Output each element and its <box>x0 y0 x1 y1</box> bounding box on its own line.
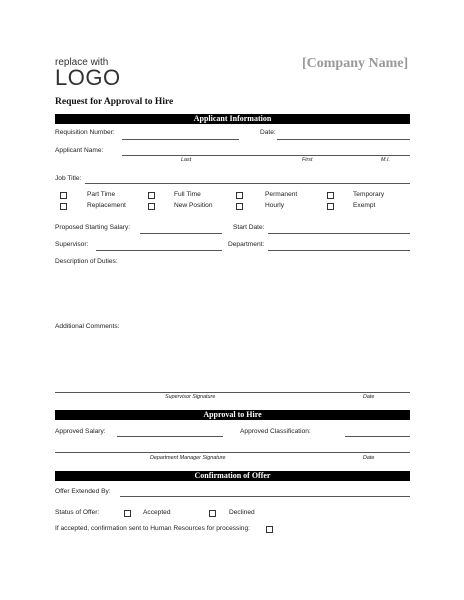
applicant-name-field[interactable] <box>122 155 410 156</box>
logo: LOGO <box>55 65 121 90</box>
hr-confirmation-label: If accepted, confirmation sent to Human Resources for processing: <box>55 525 250 532</box>
manager-signature-line[interactable] <box>55 452 410 453</box>
offer-extended-field[interactable] <box>120 496 410 497</box>
logo-caption: replace with <box>55 57 109 68</box>
salary-field[interactable] <box>140 233 222 234</box>
full-time-label: Full Time <box>174 191 201 198</box>
manager-date-caption: Date <box>363 455 375 461</box>
temporary-label: Temporary <box>353 191 385 198</box>
name-mi-caption: M.I. <box>381 157 390 163</box>
duties-label: Description of Duties: <box>55 258 118 265</box>
exempt-checkbox[interactable] <box>327 203 334 210</box>
job-title-label: Job Title: <box>55 175 82 182</box>
declined-checkbox[interactable] <box>209 510 216 517</box>
supervisor-signature-caption: Supervisor Signature <box>165 394 216 400</box>
accepted-checkbox[interactable] <box>124 510 131 517</box>
permanent-checkbox[interactable] <box>236 192 243 199</box>
hr-confirmation-checkbox[interactable] <box>266 526 273 533</box>
approved-classification-field[interactable] <box>345 436 410 437</box>
requisition-field[interactable] <box>122 139 239 140</box>
start-date-field[interactable] <box>268 233 410 234</box>
declined-label: Declined <box>229 509 255 516</box>
full-time-checkbox[interactable] <box>148 192 155 199</box>
manager-signature-caption: Department Manager Signature <box>150 455 226 461</box>
section-header-approval: Approval to Hire <box>55 410 410 420</box>
department-field[interactable] <box>268 250 410 251</box>
form-title: Request for Approval to Hire <box>55 97 174 107</box>
applicant-name-label: Applicant Name: <box>55 147 104 154</box>
permanent-label: Permanent <box>265 191 298 198</box>
job-title-field[interactable] <box>85 183 410 184</box>
part-time-label: Part Time <box>87 191 116 198</box>
section-header-confirmation: Confirmation of Offer <box>55 471 410 481</box>
comments-label: Additional Comments: <box>55 323 120 330</box>
date-field[interactable] <box>277 139 410 140</box>
company-name: [Company Name] <box>302 56 409 71</box>
replacement-label: Replacement <box>87 202 126 209</box>
approved-salary-field[interactable] <box>117 436 223 437</box>
name-first-caption: First <box>302 157 313 163</box>
approved-salary-label: Approved Salary: <box>55 428 106 435</box>
new-position-label: New Position <box>174 202 213 209</box>
status-of-offer-label: Status of Offer: <box>55 509 100 516</box>
date-label: Date: <box>260 129 276 136</box>
supervisor-field[interactable] <box>96 250 222 251</box>
supervisor-date-caption: Date <box>363 394 375 400</box>
offer-extended-label: Offer Extended By: <box>55 488 111 495</box>
approved-classification-label: Approved Classification: <box>240 428 311 435</box>
department-label: Department: <box>228 241 265 248</box>
part-time-checkbox[interactable] <box>60 192 67 199</box>
supervisor-signature-line[interactable] <box>55 392 410 393</box>
temporary-checkbox[interactable] <box>327 192 334 199</box>
new-position-checkbox[interactable] <box>148 203 155 210</box>
accepted-label: Accepted <box>143 509 171 516</box>
replacement-checkbox[interactable] <box>60 203 67 210</box>
section-header-applicant: Applicant Information <box>55 114 410 124</box>
requisition-label: Requisition Number: <box>55 129 115 136</box>
salary-label: Proposed Starting Salary: <box>55 224 131 231</box>
hourly-label: Hourly <box>265 202 285 209</box>
supervisor-label: Supervisor: <box>55 241 89 248</box>
start-date-label: Start Date: <box>233 224 265 231</box>
exempt-label: Exempt <box>353 202 376 209</box>
hourly-checkbox[interactable] <box>236 203 243 210</box>
name-last-caption: Last <box>181 157 192 163</box>
